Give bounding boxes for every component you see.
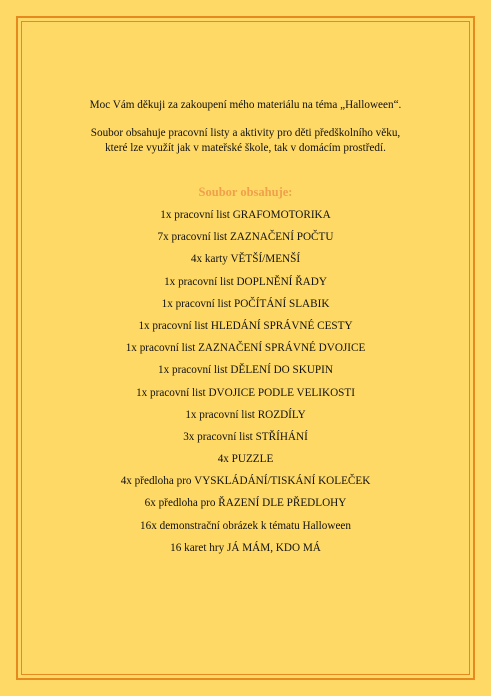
list-item: 7x pracovní list ZAZNAČENÍ POČTU — [157, 231, 334, 244]
description-line-2: které lze využít jak v mateřské škole, tak v domácím prostředí. — [105, 142, 386, 154]
list-item: 4x karty VĚTŠÍ/MENŠÍ — [190, 253, 301, 266]
list-item: 4x předloha pro VYSKLÁDÁNÍ/TISKÁNÍ KOLEČEK — [120, 475, 371, 488]
list-item: 16 karet hry JÁ MÁM, KDO MÁ — [170, 541, 321, 554]
list-item: 1x pracovní list POČÍTÁNÍ SLABIK — [161, 297, 330, 310]
list-item: 1x pracovní list HLEDÁNÍ SPRÁVNÉ CESTY — [138, 319, 353, 332]
thank-you-text: Moc Vám děkuji za zakoupení mého materiálu na téma „Halloween“. — [89, 99, 402, 111]
contents-list — [0, 208, 491, 563]
list-item: 1x pracovní list DOPLNĚNÍ ŘADY — [164, 275, 327, 288]
list-item: 1x pracovní list DVOJICE PODLE VELIKOSTI — [136, 386, 355, 399]
list-item: 16x demonstrační obrázek k tématu Halloween — [140, 519, 351, 532]
list-item: 1x pracovní list DĚLENÍ DO SKUPIN — [158, 364, 333, 377]
list-item: 4x PUZZLE — [217, 453, 274, 466]
contents-heading: Soubor obsahuje: — [198, 185, 293, 199]
list-item: 1x pracovní list ROZDÍLY — [185, 408, 306, 421]
list-item: 6x předloha pro ŘAZENÍ DLE PŘEDLOHY — [144, 497, 347, 510]
list-item: 1x pracovní list ZAZNAČENÍ SPRÁVNÉ DVOJICE — [125, 342, 366, 355]
description-line-1: Soubor obsahuje pracovní listy a aktivity pro děti předškolního věku, — [90, 127, 401, 139]
list-item: 1x pracovní list GRAFOMOTORIKA — [160, 209, 331, 221]
list-item: 3x pracovní list STŘÍHÁNÍ — [183, 430, 308, 443]
